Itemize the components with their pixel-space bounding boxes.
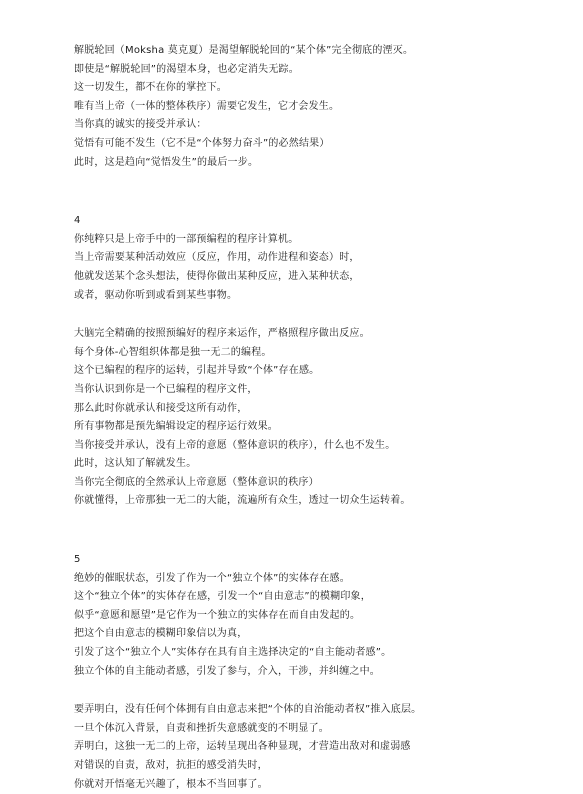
section-number: 4 <box>74 215 81 227</box>
text-line: 此时，这认知了解就发生。 <box>74 458 197 470</box>
text-line: 当上帝需要某种活动效应（反应，作用，动作进程和姿态）时， <box>74 252 360 264</box>
text-line: 引发了这个“独立个人”实体存在具有自主选择决定的“自主能动者感”。 <box>74 647 392 659</box>
text-line: 这一切发生，都不在你的掌控下。 <box>74 82 227 94</box>
text-line: 弄明白，这独一无二的上帝，运转呈现出各种显现，才营造出敌对和虚弱感 <box>74 741 411 753</box>
text-line: 觉悟有可能不发生（它不是“个体努力奋斗”的必然结果） <box>74 137 330 149</box>
section-5-intro <box>74 551 543 681</box>
text-line: 你就懂得，上帝那独一无二的大能，流遍所有众生，透过一切众生运转着。 <box>74 495 411 507</box>
text-line: 这个已编程的程序的运转，引起并导致“个体”存在感。 <box>74 365 320 377</box>
text-line: 这个“独立个体”的实体存在感，引发一个“自由意志”的模糊印象， <box>74 591 371 603</box>
text-line: 对错误的自责，敌对，抗拒的感受消失时， <box>74 760 268 771</box>
paragraph-moksha <box>74 42 543 172</box>
text-line: 大脑完全精确的按照预编好的程序来运作，严格照程序做出反应。 <box>74 328 370 340</box>
text-line: 你就对开悟毫无兴趣了，根本不当回事了。 <box>74 778 268 790</box>
section-4-body <box>74 325 543 511</box>
text-line: 当你认识到你是一个已编程的程序文件， <box>74 383 258 395</box>
text-line: 他就发送某个念头想法，使得你做出某种反应，进入某种状态， <box>74 270 360 282</box>
text-line: 似乎“意愿和愿望”是它作为一个独立的实体存在而自由发起的。 <box>74 609 361 621</box>
text-line: 当你真的诚实的接受并承认： <box>74 119 207 131</box>
text-line: 那么此时你就承认和接受这所有动作， <box>74 402 248 414</box>
text-line: 当你完全彻底的全然承认上帝意愿（整体意识的秩序） <box>74 476 319 488</box>
text-line: 唯有当上帝（一体的整体秩序）需要它发生，它才会发生。 <box>74 100 340 112</box>
paragraph-spacer <box>74 681 543 701</box>
text-line: 或者，驱动你听到或看到某些事物。 <box>74 289 238 301</box>
text-line: 独立个体的自主能动者感，引发了参与，介入，干涉，并纠缠之中。 <box>74 665 380 677</box>
section-5-body <box>74 701 543 794</box>
section-spacer <box>74 511 543 551</box>
text-line: 你纯粹只是上帝手中的一部预编程的程序计算机。 <box>74 233 299 245</box>
text-line: 即使是“解脱轮回”的渴望本身，也必定消失无踪。 <box>74 63 299 75</box>
text-line: 把这个自由意志的模糊印象信以为真， <box>74 628 248 640</box>
text-line: 解脱轮回（Moksha 莫克夏）是渴望解脱轮回的“某个体”完全彻底的湮灭。 <box>74 45 414 56</box>
text-line: 一旦个体沉入背景，自责和挫折失意感就变的不明显了。 <box>74 722 329 734</box>
text-line: 每个身体-心智组织体都是独一无二的编程。 <box>74 346 272 358</box>
section-spacer <box>74 172 543 212</box>
text-line: 所有事物都是预先编辑设定的程序运行效果。 <box>74 421 278 433</box>
section-number: 5 <box>74 554 81 566</box>
text-line: 绝妙的催眠状态，引发了作为一个“独立个体”的实体存在感。 <box>74 572 350 584</box>
text-line: 当你接受并承认，没有上帝的意愿（整体意识的秩序），什么也不发生。 <box>74 439 396 451</box>
text-line: 要弄明白，没有任何个体拥有自由意志来把“个体的自治能动者权”推入底层。 <box>74 704 422 716</box>
section-4-intro <box>74 212 543 305</box>
text-line: 此时，这是趋向“觉悟发生”的最后一步。 <box>74 156 259 168</box>
paragraph-spacer <box>74 305 543 325</box>
